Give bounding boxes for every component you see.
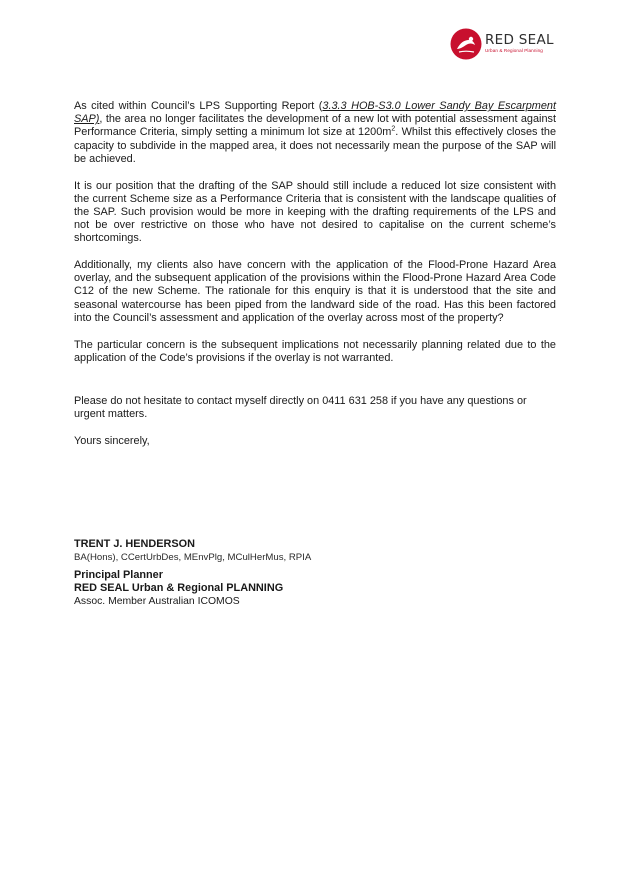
signatory-qualifications: BA(Hons), CCertUrbDes, MEnvPlg, MCulHerMus, RPIA bbox=[74, 552, 312, 563]
p1-lead: As cited within Council’s LPS Supporting Report ( bbox=[74, 100, 323, 112]
paragraph-flood-hazard: Additionally, my clients also have concern with the application of the Flood-Prone Hazard Area overlay, and the subsequent application of the provisions within the Flood-Prone Hazard Area Code C12 of the new Scheme. The rationale for this enquiry is that it is understood that the site and seasonal watercourse has been piped from the landward side of the road. Has this been factored into the Council’s assessment and application of the overlay across most of the property? bbox=[74, 259, 556, 324]
logo-tagline: Urban & Regional Planning bbox=[485, 48, 543, 54]
signatory-name: TRENT J. HENDERSON bbox=[74, 538, 196, 550]
red-seal-logo-icon bbox=[450, 28, 482, 60]
p1-superscript: 2 bbox=[391, 125, 396, 133]
paragraph-position: It is our position that the drafting of the SAP should still include a reduced lot size consistent with the current Scheme size as a Performance Criteria that is consistent with the landscape qualities of the SAP. Such provision would be more in keeping with the drafting requirements of the LPS and not be over restrictive on those who have not desired to capitalise on the current scheme’s shortcomings. bbox=[74, 179, 556, 245]
letter-body bbox=[74, 100, 556, 462]
logo-name: RED SEAL bbox=[485, 31, 554, 48]
signatory-membership: Assoc. Member Australian ICOMOS bbox=[74, 596, 240, 607]
company-logo bbox=[450, 28, 554, 60]
sap-reference-link: 3.3.3 HOB-S3.0 Lower Sandy Bay Escarpment SAP) bbox=[74, 100, 556, 126]
signatory-title: Principal Planner bbox=[74, 569, 163, 581]
closing-salutation: Yours sincerely, bbox=[74, 434, 150, 447]
signature-block bbox=[74, 538, 556, 608]
paragraph-concern: The particular concern is the subsequent implications not necessarily planning related due to the application of the Code’s provisions if the overlay is not warranted. bbox=[74, 338, 556, 364]
p1-tail: . Whilst this effectively closes the capacity to subdivide in the mapped area, it does not necessarily mean the purpose of the SAP will be achieved. bbox=[74, 126, 556, 165]
signatory-company: RED SEAL Urban & Regional PLANNING bbox=[74, 582, 284, 594]
paragraph-contact: Please do not hesitate to contact myself directly on 0411 631 258 if you have any questions or urgent matters. bbox=[74, 394, 527, 421]
paragraph-lps-report bbox=[74, 100, 556, 166]
p1-mid: , the area no longer facilitates the development of a new lot with potential assessment against Performance Criteria, simply setting a minimum lot size at 1200m bbox=[74, 113, 556, 139]
